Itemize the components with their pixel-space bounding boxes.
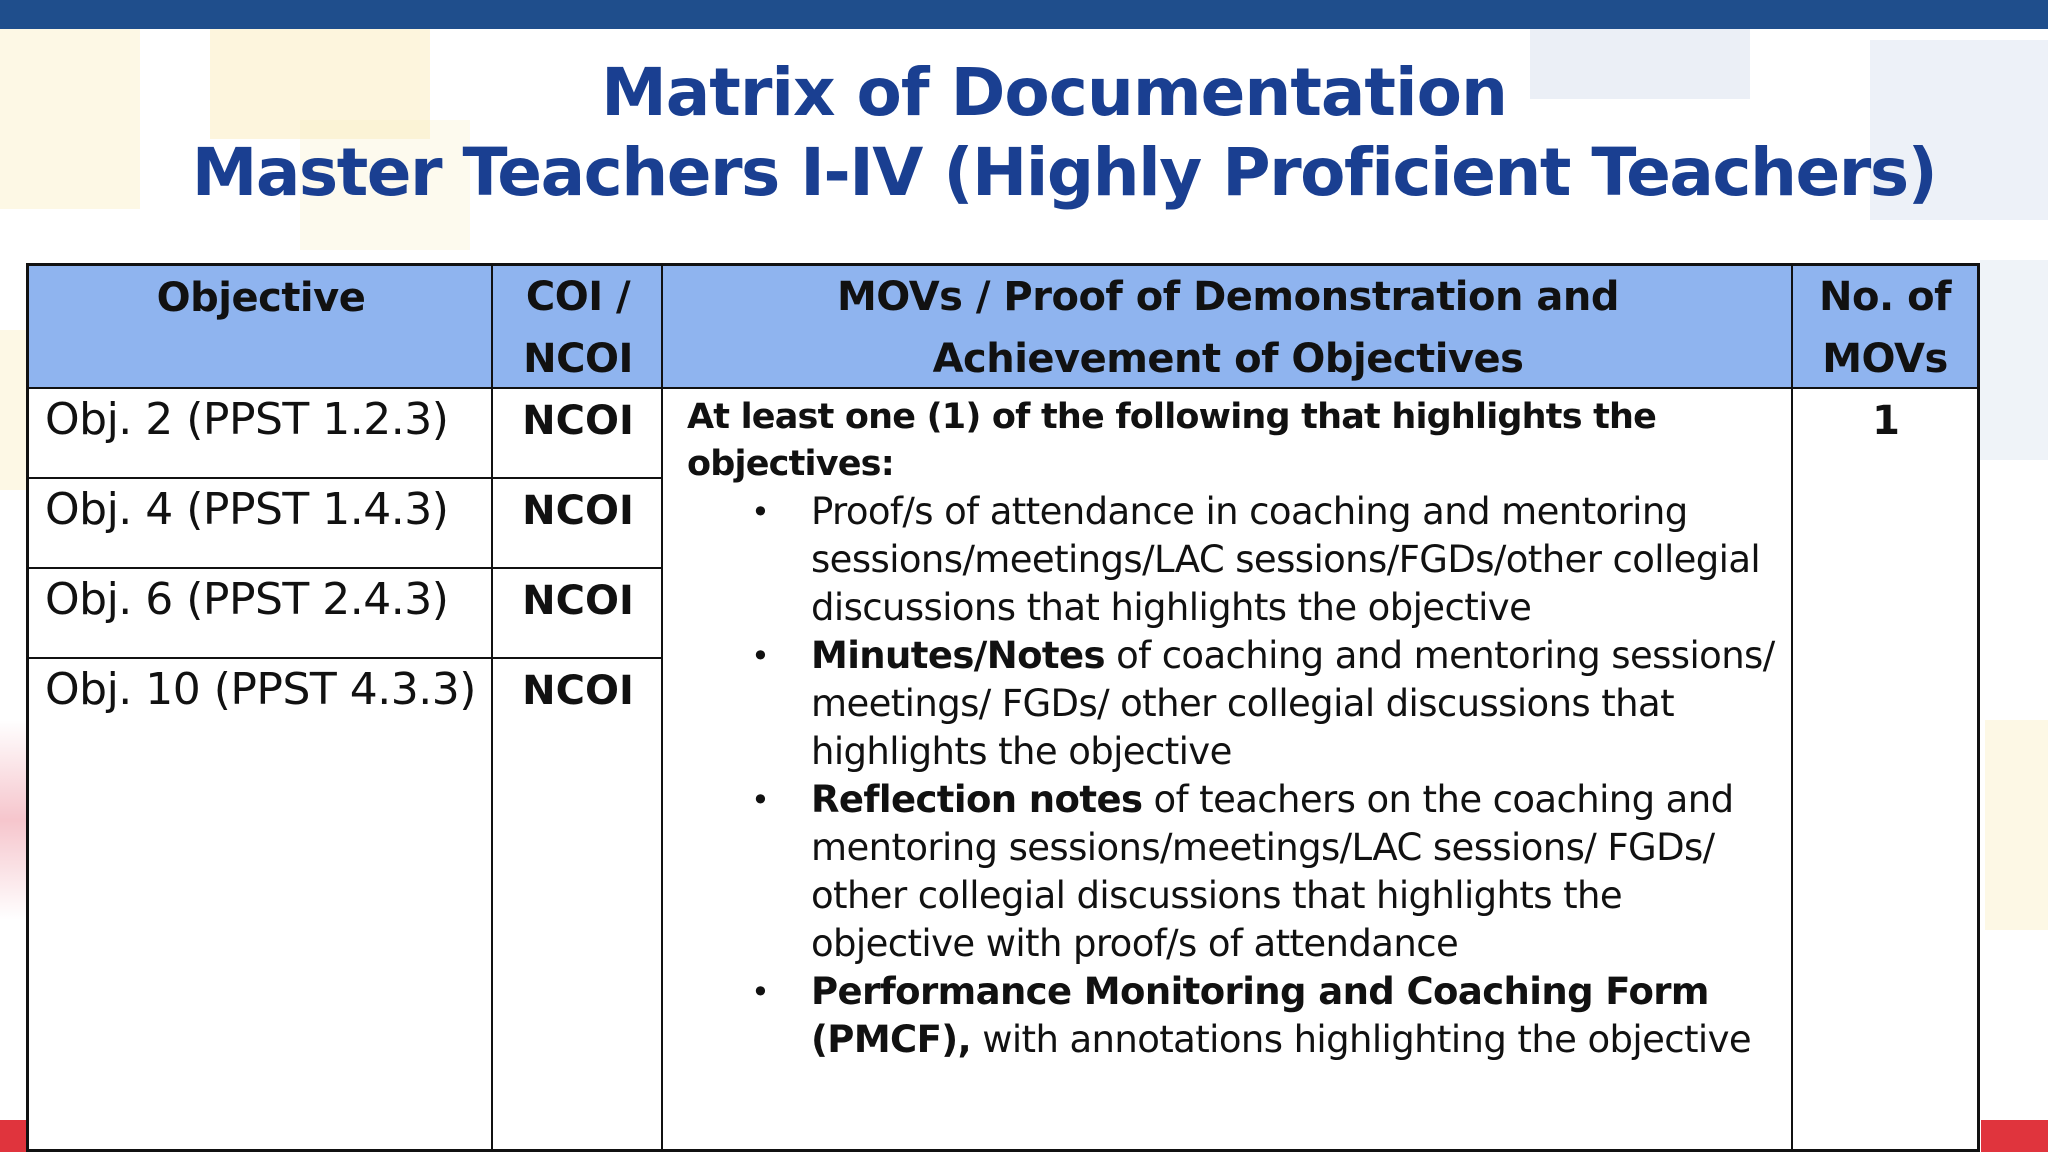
header-objective <box>29 266 493 389</box>
top-accent-bar <box>0 0 2048 29</box>
movs-cell <box>665 388 1800 1064</box>
header-coi-line2: NCOI <box>523 336 633 382</box>
header-count-line2: MOVs <box>1822 336 1948 382</box>
mov-item-text: of coaching and mentoring sessions/ meetings/ FGDs/ other collegial discussions that highlights the objective <box>811 634 1775 773</box>
list-item <box>665 968 1800 1064</box>
objective-cell: Obj. 10 (PPST 4.3.3) <box>45 664 476 715</box>
column-divider <box>491 266 493 1149</box>
bg-square <box>1985 720 2048 930</box>
list-item <box>665 776 1800 968</box>
coi-cell: NCOI <box>522 578 634 624</box>
bg-square <box>0 330 26 490</box>
row-divider <box>29 567 663 569</box>
objective-cell: Obj. 4 (PPST 1.4.3) <box>45 484 449 535</box>
mov-count-cell: 1 <box>1872 398 1900 444</box>
row-divider <box>29 657 663 659</box>
list-item <box>665 632 1800 776</box>
bg-square <box>1980 260 2048 460</box>
objective-cell: Obj. 6 (PPST 2.4.3) <box>45 574 449 625</box>
row-divider <box>29 477 663 479</box>
header-movs-line2: Achievement of Objectives <box>932 336 1524 382</box>
mov-item-text: Proof/s of attendance in coaching and mentoring sessions/meetings/LAC sessions/FGDs/other collegial discussions that highlights the objective <box>811 490 1761 629</box>
bottom-left-accent <box>0 1120 26 1152</box>
bullet-icon: • <box>751 973 770 1011</box>
bullet-icon: • <box>751 637 770 675</box>
coi-cell: NCOI <box>522 488 634 534</box>
bullet-icon: • <box>751 493 770 531</box>
header-objective-label: Objective <box>156 275 366 321</box>
movs-intro: At least one (1) of the following that highlights the objectives: <box>687 397 1657 484</box>
mov-item-text: with annotations highlighting the objective <box>971 1018 1752 1061</box>
coi-cell: NCOI <box>522 398 634 444</box>
bullet-icon: • <box>751 781 770 819</box>
bottom-right-accent <box>1981 1120 2048 1152</box>
list-item <box>665 488 1800 632</box>
header-coi <box>493 266 663 387</box>
mov-item-bold: Performance Monitoring and Coaching Form (PMCF), <box>811 970 1709 1061</box>
left-edge-accent <box>0 720 26 920</box>
page-subtitle: Master Teachers I-IV (Highly Proficient Teachers) <box>191 134 1937 211</box>
column-divider <box>661 266 663 1149</box>
coi-cell: NCOI <box>522 668 634 714</box>
mov-item-text: of teachers on the coaching and mentoring sessions/meetings/LAC sessions/ FGDs/ other collegial discussions that highlights the objective with proof/s of attendance <box>811 778 1734 965</box>
header-count <box>1793 266 1977 387</box>
header-count-line1: No. of <box>1819 274 1951 320</box>
movs-list <box>665 488 1800 1064</box>
header-movs-line1: MOVs / Proof of Demonstration and <box>836 274 1620 320</box>
documentation-table <box>26 263 1980 1152</box>
header-movs <box>663 266 1793 387</box>
mov-item-bold: Minutes/Notes <box>811 634 1105 677</box>
mov-item-bold: Reflection notes <box>811 778 1143 821</box>
page-title: Matrix of Documentation <box>601 54 1507 131</box>
header-coi-line1: COI / <box>525 274 631 320</box>
objective-cell: Obj. 2 (PPST 1.2.3) <box>45 394 449 445</box>
